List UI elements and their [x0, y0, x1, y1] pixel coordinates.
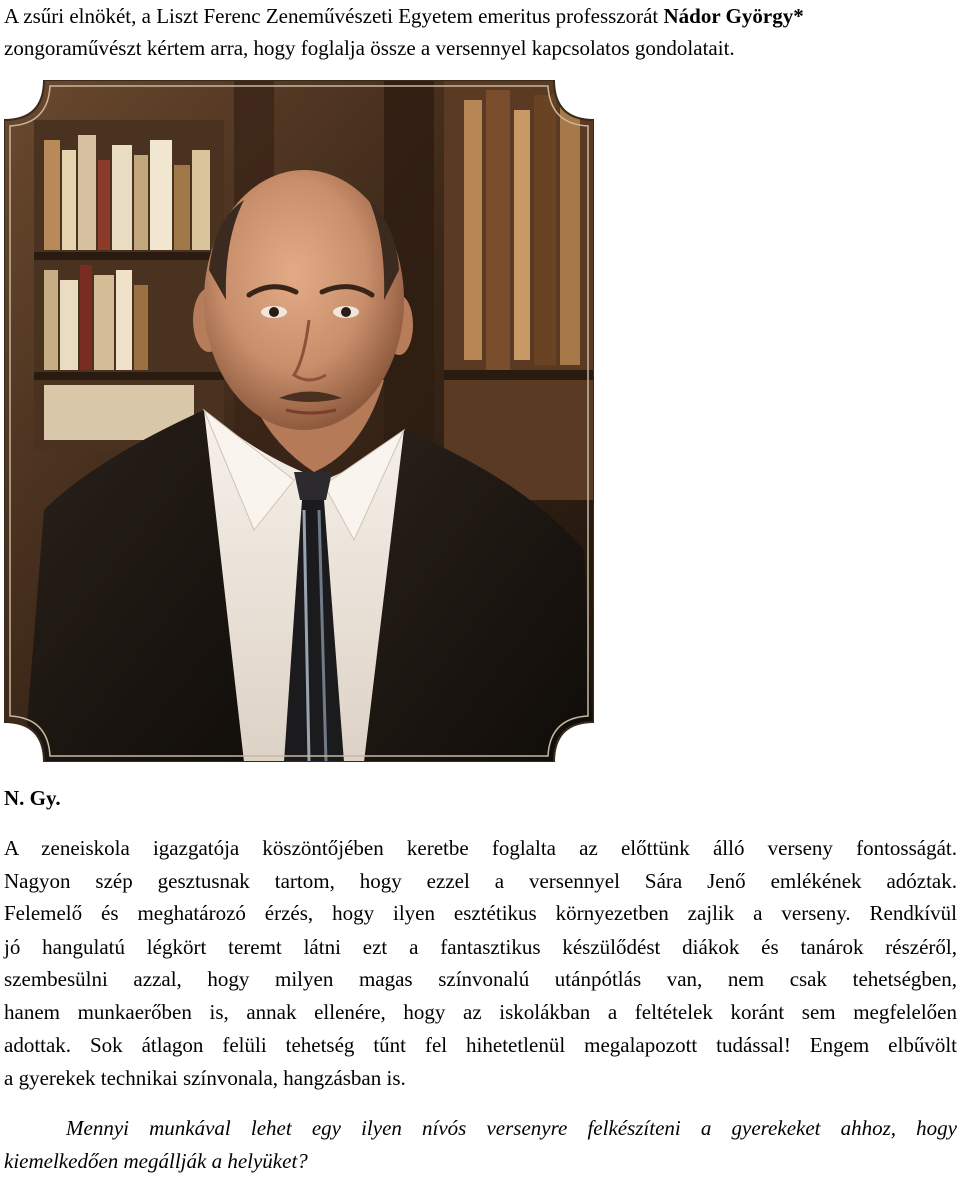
body-line: A zeneiskola igazgatója köszöntőjében keretbe foglalta az előttünk álló verseny fontosságát. — [4, 836, 957, 860]
intro-text: A zsűri elnökét, a Liszt Ferenc Zeneművészeti Egyetem emeritus professzorát — [4, 4, 664, 28]
body-line: hanem munkaerőben is, annak ellenére, hogy az iskolákban a feltételek koránt sem megfelelően — [4, 1000, 957, 1024]
signature: N. Gy. — [4, 786, 61, 810]
question-line: kiemelkedően megállják a helyüket? — [4, 1149, 308, 1173]
interviewee-name: Nádor György* — [663, 4, 804, 28]
body-line: jó hangulatú légkört teremt látni ezt a fantasztikus készülődést diákok és tanárok részéről, — [4, 935, 957, 959]
portrait-photo — [4, 80, 594, 762]
body-line: a gyerekek technikai színvonala, hangzásban is. — [4, 1066, 406, 1090]
intro-line-1 — [4, 6, 804, 27]
question-line: Mennyi munkával lehet egy ilyen nívós versenyre felkészíteni a gyerekeket ahhoz, hogy — [66, 1116, 957, 1140]
intro-line-2: zongoraművészt kértem arra, hogy foglalja össze a versennyel kapcsolatos gondolatait. — [4, 36, 735, 60]
body-line: szembesülni azzal, hogy milyen magas színvonalú utánpótlás van, nem csak tehetségben, — [4, 967, 957, 991]
body-line: adottak. Sok átlagon felüli tehetség tűnt fel hihetetlenül megalapozott tudással! Engem elbűvölt — [4, 1033, 957, 1057]
body-line: Nagyon szép gesztusnak tartom, hogy ezzel a versennyel Sára Jenő emlékének adóztak. — [4, 869, 957, 893]
photo-content — [4, 80, 594, 762]
body-line: Felemelő és meghatározó érzés, hogy ilyen esztétikus környezetben zajlik a verseny. Rendkívül — [4, 901, 957, 925]
